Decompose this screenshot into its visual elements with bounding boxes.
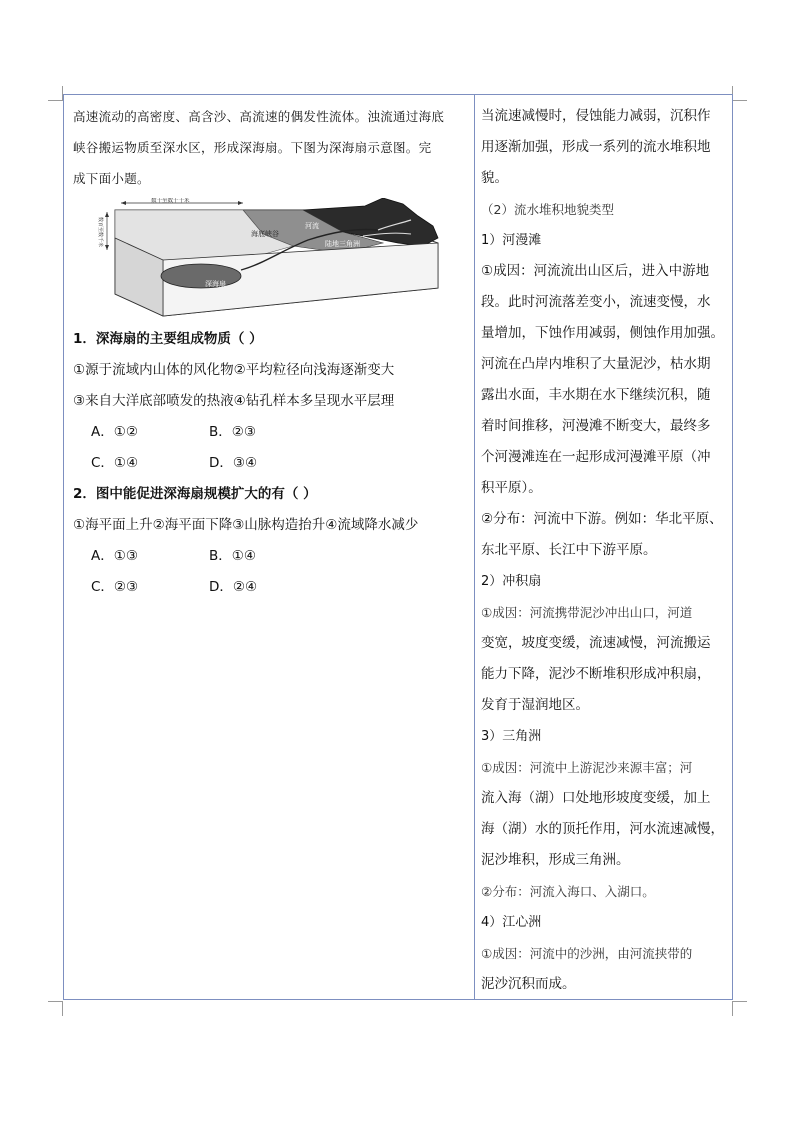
option-d[interactable]: D．②④ [209,579,258,595]
crop-mark-bottom-right [732,1001,747,1016]
crop-mark-top-right [732,86,747,101]
text-line: 个河漫滩连在一起形成河漫滩平原（冲 [481,449,711,465]
deep-sea-fan-figure [93,198,443,320]
subheading-river-island: 4）江心洲 [481,915,542,930]
question-1-stem: 1．深海扇的主要组成物质（ ） [73,331,263,347]
crop-mark-top-left [48,86,63,101]
text-line: 泥沙沉积而成。 [481,976,576,992]
text-line: 积平原）。 [481,480,542,496]
depth-label: 数百至数千米 [97,217,103,248]
left-column [73,101,468,603]
option-d[interactable]: D．③④ [209,455,258,471]
question-2-options-row-2 [73,572,468,603]
text-line: 貌。 [481,170,508,186]
text-line: ①成因：河流携带泥沙冲出山口，河道 [481,605,693,620]
column-divider [474,95,475,999]
text-line: 露出水面，丰水期在水下继续沉积，随 [481,387,711,403]
text-line: 能力下降，泥沙不断堆积形成冲积扇， [481,666,711,682]
option-b[interactable]: B．①④ [209,548,256,564]
text-line: ②分布：河流中下游。例如：华北平原、 [481,511,723,527]
scale-label: 数十至数千千米 [151,198,190,204]
question-1-statement-1: ①源于流域内山体的风化物②平均粒径向浅海逐渐变大 [73,362,395,378]
section-heading-types: （2）流水堆积地貌类型 [481,202,614,217]
text-line: 段。此时河流落差变小，流速变慢，水 [481,294,711,310]
question-1-options-row-1 [73,417,468,448]
option-a[interactable]: A．①② [91,424,138,440]
right-column [481,101,727,1000]
option-c[interactable]: C．②③ [91,579,139,595]
text-line: 海（湖）水的顶托作用，河水流速减慢， [481,821,724,837]
text-line: ②分布：河流入海口、入湖口。 [481,884,655,899]
subheading-alluvial-fan: 2）冲积扇 [481,574,542,589]
question-1-options-row-2 [73,448,468,479]
question-1-statement-2: ③来自大洋底部喷发的热液④钻孔样本多呈现水平层理 [73,393,395,409]
text-line: ①成因：河流中的沙洲，由河流挟带的 [481,946,693,961]
crop-mark-bottom-left [48,1001,63,1016]
text-line: 泥沙堆积，形成三角洲。 [481,852,630,868]
question-2-statement-1: ①海平面上升②海平面下降③山脉构造抬升④流域降水减少 [73,517,419,533]
canyon-label: 海底峡谷 [251,230,279,238]
subheading-delta: 3）三角洲 [481,729,542,744]
question-2-stem: 2．图中能促进深海扇规模扩大的有（ ） [73,486,317,502]
text-line: 当流速减慢时，侵蚀能力减弱，沉积作 [481,108,711,124]
text-line: 用逐渐加强，形成一系列的流水堆积地 [481,139,711,155]
option-a[interactable]: A．①③ [91,548,138,564]
fan-label: 深海扇 [205,280,226,288]
text-line: 流入海（湖）口处地形坡度变缓，加上 [481,790,711,806]
deep-sea-fan-diagram [93,198,443,320]
text-line: ①成因：河流中上游泥沙来源丰富；河 [481,760,693,775]
delta-label: 陆地三角洲 [325,240,360,248]
option-b[interactable]: B．②③ [209,424,256,440]
intro-line-3: 成下面小题。 [73,171,150,186]
intro-line-2: 峡谷搬运物质至深水区，形成深海扇。下图为深海扇示意图。完 [73,140,432,155]
text-line: 着时间推移，河漫滩不断变大，最终多 [481,418,711,434]
river-label: 河流 [305,222,319,230]
text-line: 东北平原、长江中下游平原。 [481,542,657,558]
text-line: 发育于湿润地区。 [481,697,589,713]
intro-line-1: 高速流动的高密度、高含沙、高流速的偶发性流体。浊流通过海底 [73,109,445,124]
subheading-floodplain: 1）河漫滩 [481,233,542,248]
text-line: ①成因：河流流出山区后，进入中游地 [481,263,710,279]
text-line: 河流在凸岸内堆积了大量泥沙，枯水期 [481,356,711,372]
question-2-options-row-1 [73,541,468,572]
text-line: 变宽，坡度变缓，流速减慢，河流搬运 [481,635,711,651]
content-table [63,94,733,1000]
option-c[interactable]: C．①④ [91,455,139,471]
text-line: 量增加，下蚀作用减弱，侧蚀作用加强。 [481,325,724,341]
